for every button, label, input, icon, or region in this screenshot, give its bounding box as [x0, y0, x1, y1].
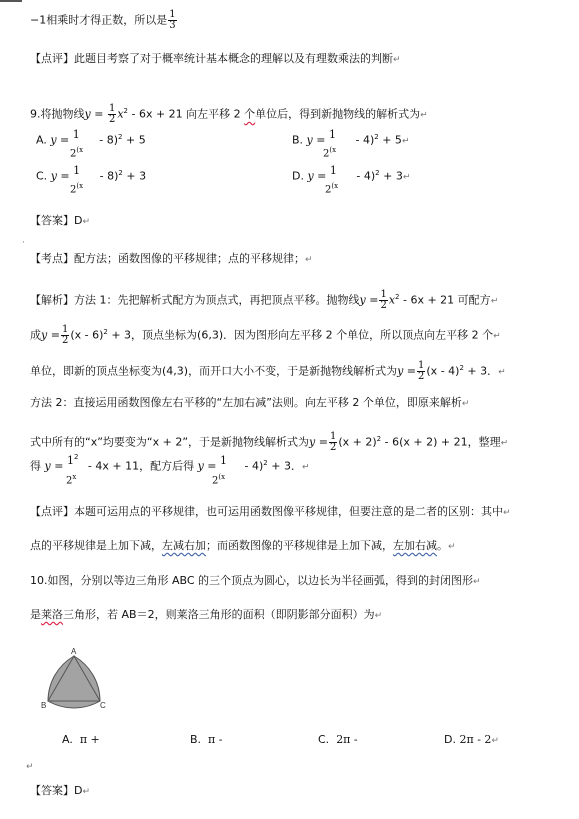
answer-9: 【答案】D↵	[30, 214, 91, 227]
vertex-label-b: B	[41, 701, 47, 710]
vertex-label-c: C	[100, 701, 106, 710]
q9-option-c[interactable]: C. y = 1 - 8)$^2$ + 3	[36, 163, 147, 183]
jiexi-line-6-den-2: 2$^{(x}$	[212, 473, 226, 487]
q9-option-d-den: 2$^{(x}$	[325, 182, 339, 196]
jiexi-line-6-den-1: 2$^x$	[66, 473, 77, 487]
q9-option-b[interactable]: B. y = 1 - 4)$^2$ + 5↵	[292, 127, 410, 147]
q9-option-a-den: 2$^{(x}$	[70, 146, 84, 160]
jiexi-line-5: 式中所有的“x”均要变为“x + 2”，于是新抛物线解析式为y = $\frac{1}{2}$ $(x + 2)^2 - 6(x + 2) + 21$，整理↵	[30, 431, 509, 454]
q9-option-d[interactable]: D. y = 1 - 4)$^2$ + 3↵	[292, 163, 411, 183]
vertex-label-a: A	[71, 647, 77, 656]
jiexi-line-6: 得 $y = 1^2 - 4x + 11$，配方后得 y = 1 - 4)$^2$ + 3．↵	[30, 453, 310, 473]
paragraph-mark: ·	[22, 238, 25, 248]
q9-option-a[interactable]: A. y = 1 - 8)$^2$ + 5	[36, 127, 146, 147]
review-2-line-2: 点的平移规律是上加下减，左减右加；而函数图像的平移规律是上加下减，左加右减。↵	[30, 539, 456, 552]
fraction-one-third: $\frac{1}{3}$	[169, 9, 176, 31]
paragraph-mark-2: ↵	[26, 762, 34, 772]
q9-stem: 9.将抛物线y = $\frac{1}{2}$ $x^2 - 6x + 21$ 向左平移 2 个单位后，得到新抛物线的解析式为↵	[30, 103, 428, 126]
reuleaux-shape	[48, 656, 100, 708]
q9-option-c-den: 2$^{(x}$	[70, 182, 84, 196]
q10-option-b[interactable]: B. π -	[190, 733, 223, 746]
q10-option-a[interactable]: A. π +	[62, 733, 100, 746]
top-text: −1相乘时才得正数，所以是	[30, 13, 168, 27]
jiexi-line-1: 【解析】方法 1：先把解析式配方为顶点式，再把顶点平移。抛物线y = $\frac{1}{2}$ $x^2 - 6x + 21$ 可配方↵	[30, 289, 499, 312]
jiexi-line-2: 成y = $\frac{1}{2}$ (x - 6)$^2$ + 3，顶点坐标为(6,3)．因为图形向左平移 2 个单位，所以顶点向左平移 2 个↵	[30, 324, 501, 347]
top-rule	[0, 0, 22, 2]
jiexi-line-3: 单位，即新的顶点坐标变为(4,3)，而开口大小不变，于是新抛物线解析式为y = $\frac{1}{2}$ (x - 4)$^2$ + 3．↵	[30, 360, 506, 383]
kaodian: 【考点】配方法；函数图像的平移规律；点的平移规律；↵	[30, 252, 313, 265]
q9-option-b-den: 2$^{(x}$	[323, 146, 337, 160]
q10-line-1: 10.如图，分别以等边三角形 ABC 的三个顶点为圆心，以边长为半径画弧，得到的封闭图形↵	[30, 574, 481, 587]
line-top	[30, 10, 178, 31]
review-2-line-1: 【点评】本题可运用点的平移规律，也可运用函数图像平移规律，但要注意的是二者的区别：其中↵	[30, 505, 511, 518]
q10-option-c[interactable]: C. 2π -	[318, 733, 358, 746]
answer-10: 【答案】D↵	[30, 784, 91, 797]
q10-line-2: 是莱洛三角形，若 AB＝2，则莱洛三角形的面积（即阴影部分面积）为↵	[30, 608, 383, 621]
jiexi-line-4: 方法 2：直接运用函数图像左右平移的“左加右减”法则。向左平移 2 个单位，即原来解析↵	[30, 396, 470, 409]
review-1: 【点评】此题目考察了对于概率统计基本概念的理解以及有理数乘法的判断↵	[30, 52, 401, 65]
q10-option-d[interactable]: D. 2π - 2↵	[444, 733, 499, 746]
